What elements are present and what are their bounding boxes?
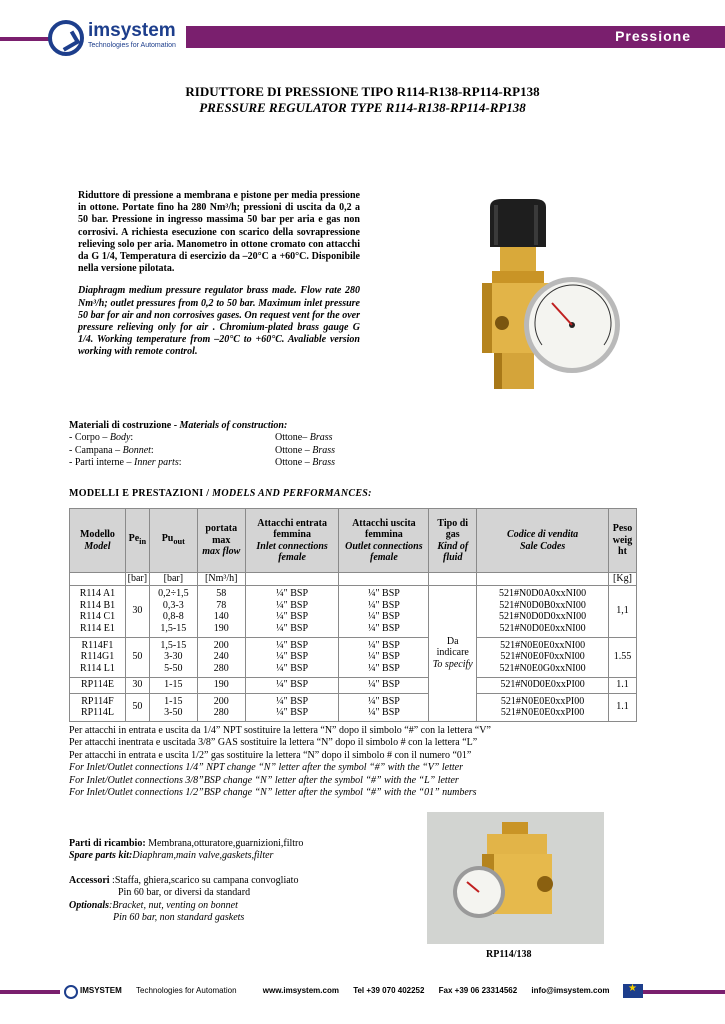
note-line: For Inlet/Outlet connections 1/4” NPT change “N” letter after the symbol “#” with the “V” letter xyxy=(69,762,463,774)
table-row xyxy=(70,637,637,677)
table-row xyxy=(70,693,637,721)
header-line-left xyxy=(0,37,50,41)
materials-title: Materiali di costruzione - Materials of construction: xyxy=(69,420,288,431)
cell-pu: 0,2÷1,5 0,3-3 0,8-8 1,5-15 xyxy=(149,585,197,637)
cell-weight: 1.1 xyxy=(608,693,636,721)
col-outlet: Attacchi uscita femmina Outlet connections female xyxy=(339,509,429,573)
footer-contacts xyxy=(80,986,652,995)
cell-weight: 1,1 xyxy=(608,585,636,637)
cell-inlet: ¼" BSP ¼" BSP xyxy=(245,693,339,721)
footer-line-left xyxy=(0,990,60,994)
cell-pu: 1-15 3-50 xyxy=(149,693,197,721)
intro-english: Diaphragm medium pressure regulator brass made. Flow rate 280 Nm³/h; outlet pressures from 0,2 to 50 bar. Maximum inlet pressure 50 bar for air and non corrosives gases. On request vent for the over pressure relieving only for air . Chromium-plated brass gauge G 1/4. Working temperature from –20°C to +60°C. Avaliable version working with remote control. xyxy=(78,285,360,358)
footer-web[interactable]: www.imsystem.com xyxy=(262,986,339,995)
material-row: - Corpo – Body: Ottone– Brass xyxy=(69,432,333,444)
models-table xyxy=(69,508,637,722)
logo-mark-icon xyxy=(48,20,84,56)
note-line: For Inlet/Outlet connections 1/2”BSP change “N” letter after the symbol “#” with the “01” numbers xyxy=(69,787,477,799)
cell-flow: 200 280 xyxy=(197,693,245,721)
col-gas: Tipo di gas Kind of fluid xyxy=(429,509,477,573)
spares-en: Spare parts kit:Diaphram,main valve,gaskets,filter xyxy=(69,850,274,862)
header-section-bar xyxy=(186,26,725,48)
col-pe: $Pe_{in}$ xyxy=(125,509,149,573)
col-pu: $Pu_{out}$ xyxy=(149,509,197,573)
product-photo-regulator xyxy=(472,195,632,397)
note-line: For Inlet/Outlet connections 3/8”BSP change “N” letter after the symbol “#” with the “L” letter xyxy=(69,774,459,786)
col-model: Modello Model xyxy=(70,509,126,573)
col-weight: Peso weig ht xyxy=(608,509,636,573)
connection-notes xyxy=(69,725,491,799)
title-english: PRESSURE REGULATOR TYPE R114-R138-RP114-RP138 xyxy=(199,100,526,115)
accessories-it: Accessori :Staffa, ghiera,scarico su campana convogliato xyxy=(69,874,299,886)
accessories-it-2: Pin 60 bar, or diversi da standard xyxy=(118,887,251,899)
note-line: Per attacchi in entrata e uscita 1/2” gas sostituire la lettera “N” dopo il simbolo # con il numero “01” xyxy=(69,749,472,761)
note-line: Per attacchi inentrata e uscitada 3/8” GAS sostituire la lettera “N” dopo il simbolo # con la lettera “L” xyxy=(69,737,478,749)
optionals-en-2: Pin 60 bar, non standard gaskets xyxy=(113,912,245,924)
cell-pe: 50 xyxy=(125,693,149,721)
units-row: [bar] [bar] [Nm³/h] [Kg] xyxy=(70,573,637,586)
cell-inlet: ¼" BSP ¼" BSP ¼" BSP ¼" BSP xyxy=(245,585,339,637)
cell-gas: Da indicare To specify xyxy=(429,585,477,721)
spares-section xyxy=(69,838,303,924)
cell-outlet: ¼" BSP ¼" BSP xyxy=(339,693,429,721)
cell-model: RP114E xyxy=(70,677,126,693)
intro-text xyxy=(78,190,360,369)
cell-code: 521#N0D0A0xxNI00 521#N0D0B0xxNI00 521#N0D0D0xxNI00 521#N0D0E0xxNI00 xyxy=(477,585,609,637)
cell-code: 521#N0E0E0xxNI00 521#N0E0F0xxNI00 521#N0E0G0xxNI00 xyxy=(477,637,609,677)
footer-email[interactable]: info@imsystem.com xyxy=(531,986,610,995)
footer-company: IMSYSTEM xyxy=(80,986,122,995)
cell-weight: 1.1 xyxy=(608,677,636,693)
optionals-en: Optionals:Bracket, nut, venting on bonnet xyxy=(69,899,238,911)
table-header-row xyxy=(70,509,637,573)
spares-it: Parti di ricambio: Membrana,otturatore,guarnizioni,filtro xyxy=(69,838,304,849)
models-title: MODELLI E PRESTAZIONI / MODELS AND PERFORMANCES: xyxy=(69,488,372,499)
logo-tagline: Technologies for Automation xyxy=(88,42,176,49)
imsystem-logo xyxy=(48,20,188,56)
col-code: Codice di vendita Sale Codes xyxy=(477,509,609,573)
cell-model: R114F1 R114G1 R114 L1 xyxy=(70,637,126,677)
cell-model: R114 A1 R114 B1 R114 C1 R114 E1 xyxy=(70,585,126,637)
cell-outlet: ¼" BSP xyxy=(339,677,429,693)
cell-code: 521#N0D0E0xxPI00 xyxy=(477,677,609,693)
cell-flow: 190 xyxy=(197,677,245,693)
cell-pu: 1,5-15 3-30 5-50 xyxy=(149,637,197,677)
table-row xyxy=(70,677,637,693)
cell-flow: 58 78 140 190 xyxy=(197,585,245,637)
cell-flow: 200 240 280 xyxy=(197,637,245,677)
cell-model: RP114F RP114L xyxy=(70,693,126,721)
footer-fax: Fax +39 06 23314562 xyxy=(438,986,518,995)
title-italian: RIDUTTORE DI PRESSIONE TIPO R114-R138-RP114-RP138 xyxy=(185,84,540,99)
intro-italian: Riduttore di pressione a membrana e pistone per media pressione in ottone. Portate fino ha 280 Nm³/h; pressioni di uscita da 0,2 a 50 bar. Pressione in ingresso massima 50 bar per aria e gas non corrosivi. A richiesta esecuzione con scarico della sovrapressione relieving solo per aria. Manometro in ottone cromato con attacchi da G 1/4, Temperatura di esercizio da –20°C a +60°C. Disponibile nella versione pilotata. xyxy=(78,190,360,275)
photo2-caption: RP114/138 xyxy=(486,949,532,960)
col-inlet: Attacchi entrata femmina Inlet connections female xyxy=(245,509,339,573)
cell-code: 521#N0E0E0xxPI00 521#N0E0E0xxPI00 xyxy=(477,693,609,721)
table-row xyxy=(70,585,637,637)
cell-pe: 30 xyxy=(125,677,149,693)
note-line: Per attacchi in entrata e uscita da 1/4” NPT sostituire la lettera “N” dopo il simbolo “#” con la lettera “V” xyxy=(69,725,491,736)
cell-pu: 1-15 xyxy=(149,677,197,693)
product-photo-rp114 xyxy=(427,812,604,944)
footer xyxy=(0,984,725,1000)
col-flow: portata max max flow xyxy=(197,509,245,573)
material-row: - Campana – Bonnet: Ottone – Brass xyxy=(69,444,336,456)
eu-flag-icon xyxy=(623,984,643,998)
cell-weight: 1.55 xyxy=(608,637,636,677)
footer-tel: Tel +39 070 402252 xyxy=(353,986,425,995)
cell-outlet: ¼" BSP ¼" BSP ¼" BSP ¼" BSP xyxy=(339,585,429,637)
cell-pe: 30 xyxy=(125,585,149,637)
logo-name: imsystem xyxy=(88,20,176,41)
footer-tagline: Technologies for Automation xyxy=(136,986,237,995)
cell-inlet: ¼" BSP xyxy=(245,677,339,693)
cell-outlet: ¼" BSP ¼" BSP ¼" BSP xyxy=(339,637,429,677)
cell-inlet: ¼" BSP ¼" BSP ¼" BSP xyxy=(245,637,339,677)
table-body xyxy=(70,585,637,721)
cell-pe: 50 xyxy=(125,637,149,677)
materials-section xyxy=(69,420,336,469)
material-row: - Parti interne – Inner parts: Ottone – Brass xyxy=(69,456,336,468)
footer-logo-icon xyxy=(64,985,78,999)
section-title: Pressione xyxy=(615,28,691,44)
